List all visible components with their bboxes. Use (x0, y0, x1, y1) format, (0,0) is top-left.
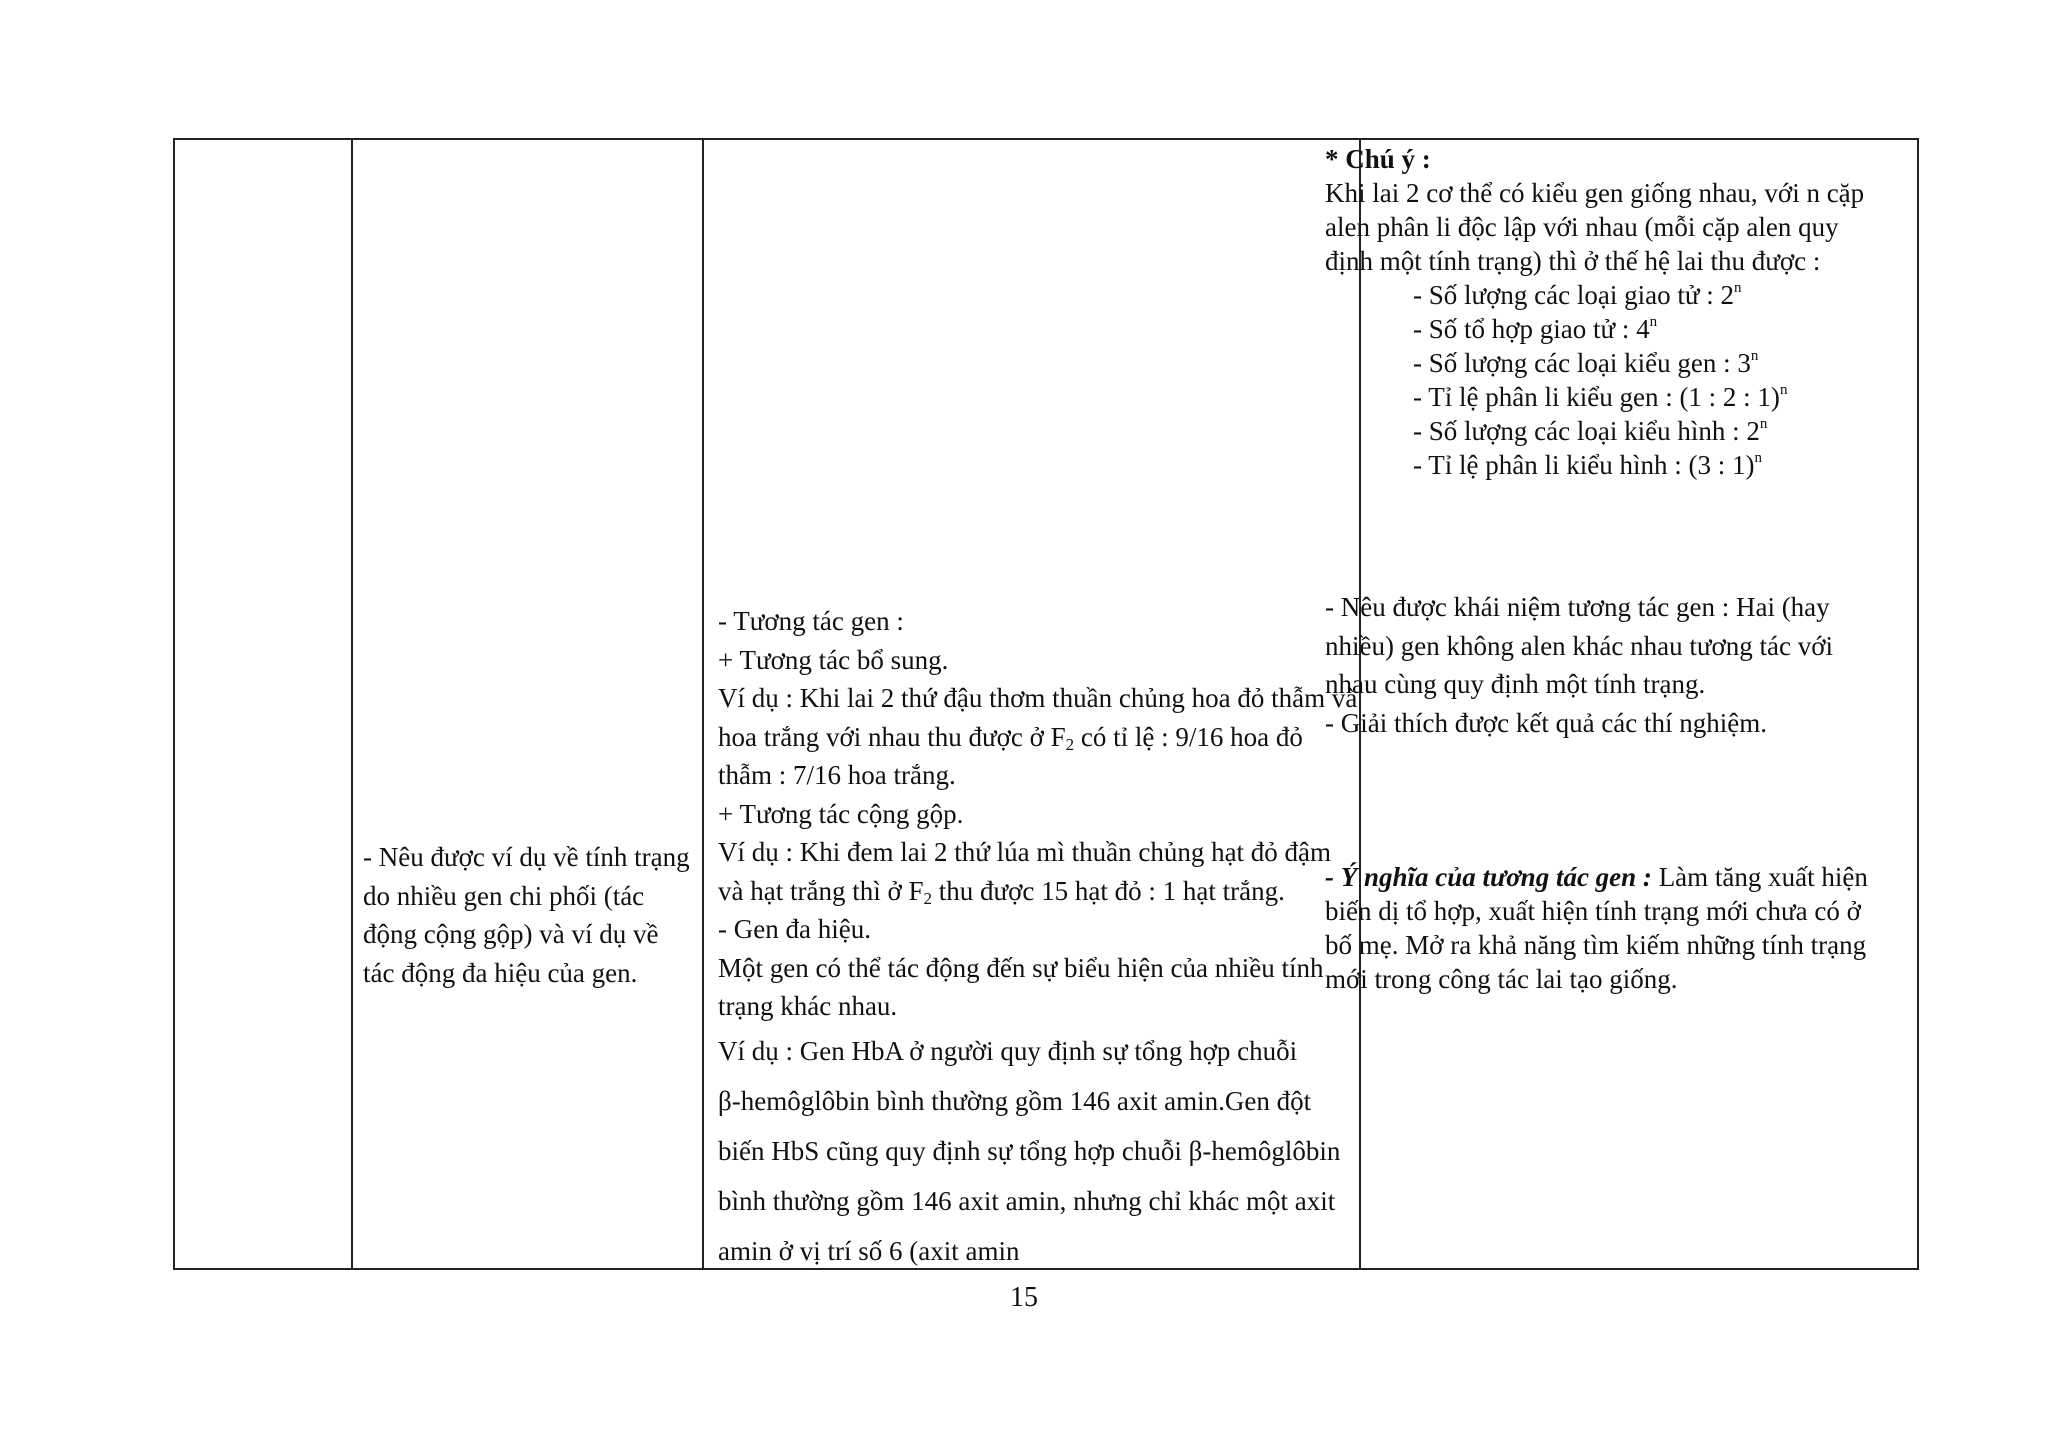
objective-text: - Nêu được ví dụ về tính trạng do nhiều gen chi phối (tác động cộng gộp) và ví dụ về tác động đa hiệu của gen. (363, 842, 690, 988)
note-cell (1325, 142, 1885, 482)
complementary-heading: + Tương tác bổ sung. (718, 644, 949, 675)
note-list-item: - Số lượng các loại kiểu gen : 3$^n$ (1413, 348, 1759, 378)
meaning-paragraph (1325, 860, 1885, 996)
additive-heading: + Tương tác cộng gộp. (718, 798, 964, 829)
pleiotropy-example-detail: β-hemôglôbin bình thường gồm 146 axit amin.Gen đột biến HbS cũng quy định sự tổng hợp chuỗi β-hemôglôbin bình thường gồm 146 axit amin, nhưng chỉ khác một axit amin ở vị trí số 6 (axit amin (718, 1085, 1341, 1266)
concept-text: - Nêu được khái niệm tương tác gen : Hai (hay nhiều) gen không alen khác nhau tương tác với nhau cùng quy định một tính trạng. (1325, 592, 1834, 699)
complementary-example: Ví dụ : Khi lai 2 thứ đậu thơm thuần chủng hoa đỏ thẫm và hoa trắng với nhau thu được ở $F_2$ có tỉ lệ : 9/16 hoa đỏ thẫm : 7/16 hoa trắng. (718, 683, 1358, 790)
concept-cell (1325, 588, 1885, 742)
note-title: * Chú ý : (1325, 144, 1431, 174)
note-list-item: - Tỉ lệ phân li kiểu hình : (3 : 1)$^n$ (1413, 450, 1762, 480)
gene-interaction-heading: - Tương tác gen : (718, 606, 904, 636)
content-table (173, 138, 1919, 1270)
additive-example: Ví dụ : Khi đem lai 2 thứ lúa mì thuần chủng hạt đỏ đậm và hạt trắng thì ở $F_2$ thu được 15 hạt đỏ : 1 hạt trắng. (718, 837, 1332, 908)
note-list-item: - Tỉ lệ phân li kiểu gen : (1 : 2 : 1)$^n$ (1413, 382, 1788, 412)
column-divider-1 (351, 140, 353, 1268)
note-list-item: - Số tổ hợp giao tử : 4$^n$ (1413, 314, 1658, 344)
explain-text: - Giải thích được kết quả các thí nghiệm. (1325, 707, 1768, 738)
meaning-text: Làm tăng xuất hiện biến dị tổ hợp, xuất hiện tính trạng mới chưa có ở bố mẹ. Mở ra khả năng tìm kiếm những tính trạng mới trong công tác lai tạo giống. (1325, 862, 1868, 994)
column-divider-2 (702, 140, 704, 1268)
meaning-label: - Ý nghĩa của tương tác gen : (1325, 862, 1652, 892)
page-number: 15 (1010, 1282, 1038, 1313)
pleiotropy-definition: Một gen có thể tác động đến sự biểu hiện của nhiều tính trạng khác nhau. (718, 952, 1324, 1021)
meaning-cell (1325, 860, 1885, 996)
pleiotropy-heading: - Gen đa hiệu. (718, 914, 871, 944)
note-text: Khi lai 2 cơ thể có kiểu gen giống nhau, với n cặp alen phân li độc lập với nhau (mỗi cặp alen quy định một tính trạng) thì ở thế hệ lai thu được : (1325, 178, 1865, 276)
note-list-item: - Số lượng các loại kiểu hình : 2$^n$ (1413, 416, 1768, 446)
objective-cell (363, 838, 693, 992)
content-cell (718, 602, 1358, 1276)
pleiotropy-example-intro: Ví dụ : Gen HbA ở người quy định sự tổng hợp chuỗi (718, 1035, 1298, 1066)
note-list-item: - Số lượng các loại giao tử : 2$^n$ (1413, 280, 1742, 310)
note-list (1325, 278, 1885, 482)
